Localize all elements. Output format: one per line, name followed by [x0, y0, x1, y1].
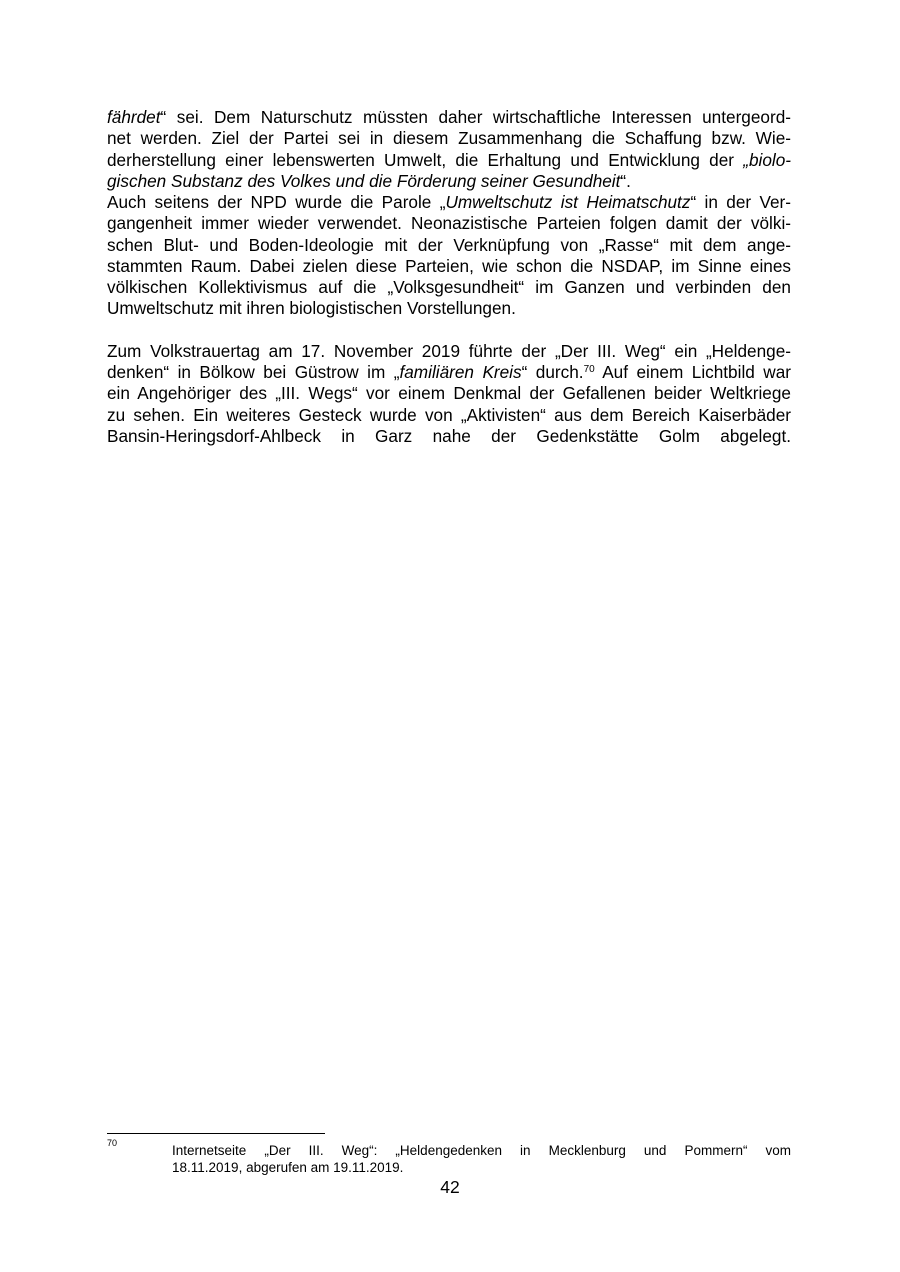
body-line [107, 107, 791, 128]
body-line: völkischen Kollektivismus auf die „Volksgesundheit“ im Ganzen und verbinden den [107, 277, 791, 297]
body-line [107, 150, 791, 171]
body-text: “ durch. [521, 362, 584, 382]
body-text: “. [620, 171, 631, 191]
footnote-separator [107, 1133, 325, 1134]
body-text: denken“ in Bölkow bei Güstrow im „ [107, 362, 400, 382]
italic-quote: fährdet [107, 107, 161, 127]
body-line: zu sehen. Ein weiteres Gesteck wurde von „Aktivisten“ aus dem Bereich Kaiserbäder [107, 405, 791, 425]
body-line: Umweltschutz mit ihren biologistischen Vorstellungen. [107, 298, 516, 318]
body-text: derherstellung einer lebenswerten Umwelt, die Erhaltung und Entwicklung der [107, 150, 744, 170]
italic-quote: gischen Substanz des Volkes und die Förderung seiner Gesundheit [107, 171, 621, 191]
body-text: Auf einem Lichtbild war [594, 362, 791, 382]
footnote-text: Internetseite „Der III. Weg“: „Heldengedenken in Mecklenburg und Pommern“ vom [172, 1143, 791, 1158]
italic-quote: „biolo- [743, 150, 791, 170]
body-text: Auch seitens der NPD wurde die Parole „ [107, 192, 446, 212]
page-number: 42 [440, 1177, 460, 1197]
body-line: net werden. Ziel der Partei sei in diesem Zusammenhang die Schaffung bzw. Wie- [107, 128, 791, 148]
footnote-number: 70 [107, 1138, 118, 1148]
body-line: Bansin-Heringsdorf-Ahlbeck in Garz nahe der Gedenkstätte Golm abgelegt. [107, 426, 791, 446]
body-line: Zum Volkstrauertag am 17. November 2019 führte der „Der III. Weg“ ein „Heldenge- [107, 341, 791, 361]
footnote-reference[interactable]: 70 [583, 364, 595, 375]
body-line: ein Angehöriger des „III. Wegs“ vor einem Denkmal der Gefallenen beider Weltkriege [107, 383, 791, 403]
body-line: schen Blut- und Boden-Ideologie mit der Verknüpfung von „Rasse“ mit dem ange- [107, 235, 791, 255]
body-line: stammten Raum. Dabei zielen diese Parteien, wie schon die NSDAP, im Sinne eines [107, 256, 791, 276]
body-text: “ sei. Dem Naturschutz müssten daher wirtschaftliche Interessen untergeord- [160, 107, 791, 127]
body-line [107, 362, 791, 383]
italic-quote: familiären Kreis [399, 362, 522, 382]
italic-quote: Umweltschutz ist Heimatschutz [445, 192, 691, 212]
body-text: “ in der Ver- [690, 192, 791, 212]
body-line [107, 171, 791, 192]
footnote-text: 18.11.2019, abgerufen am 19.11.2019. [172, 1160, 404, 1175]
body-line [107, 192, 791, 213]
body-line: gangenheit immer wieder verwendet. Neonazistische Parteien folgen damit der völki- [107, 213, 791, 233]
